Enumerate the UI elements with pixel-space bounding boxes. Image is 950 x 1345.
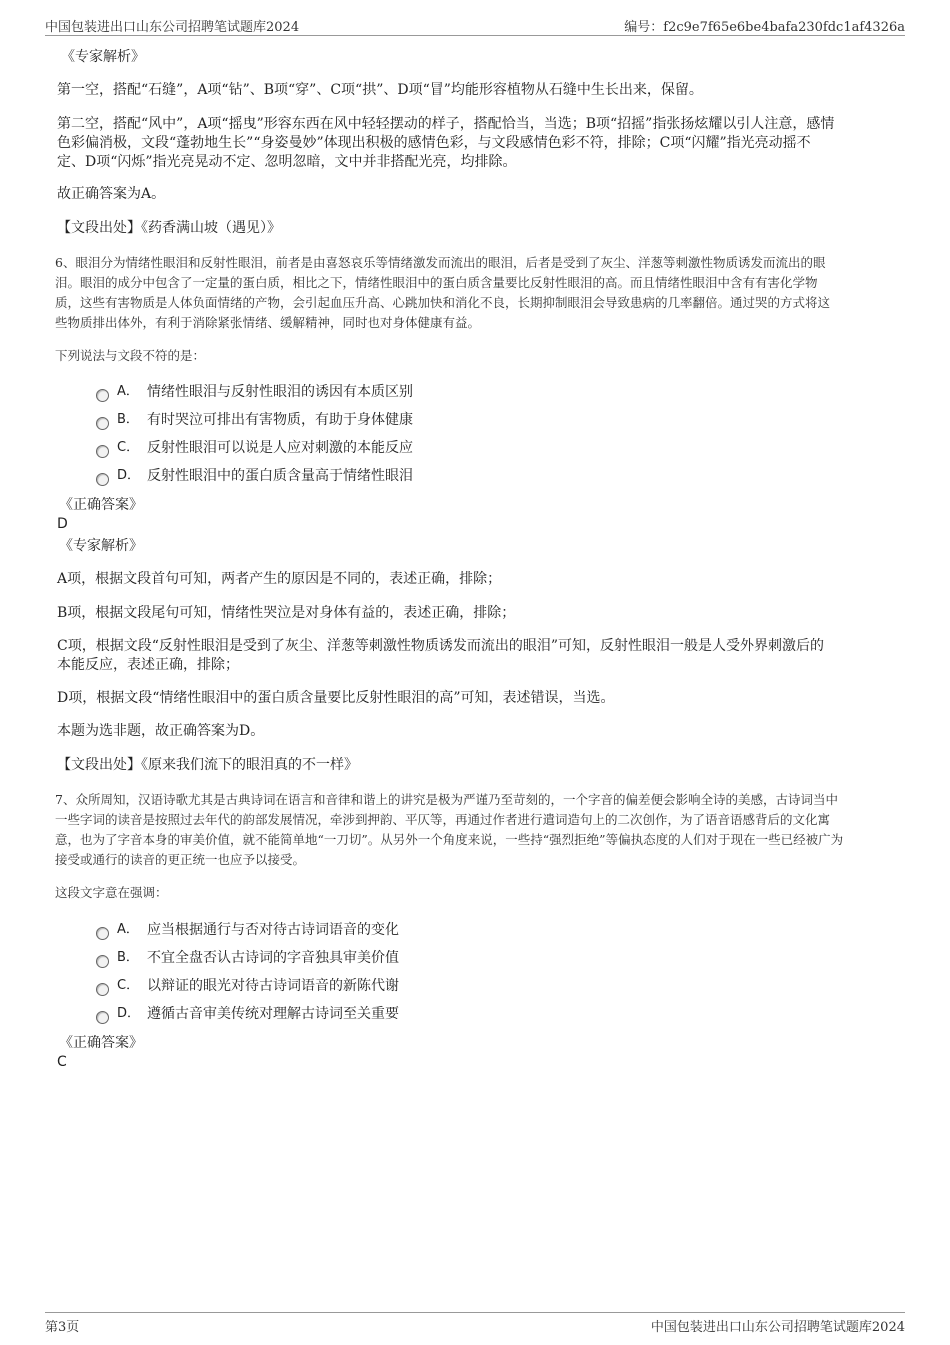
question-passage-line: 一些字词的读音是按照过去年代的韵部发展情况，牵涉到押韵、平仄等，再通过作者进行遣词造句上的二次创作，为了语音语感背后的文化寓 <box>55 812 831 827</box>
option-c[interactable] <box>96 436 876 460</box>
question-passage-line: 6、眼泪分为情绪性眼泪和反射性眼泪，前者是由喜怒哀乐等情绪激发而流出的眼泪，后者是受到了灰尘、洋葱等刺激性物质诱发而流出的眼 <box>55 255 826 270</box>
option-text: 不宜全盘否认古诗词的字音独具审美价值 <box>147 950 399 966</box>
radio-button[interactable] <box>96 1011 109 1024</box>
page-number: 第3页 <box>45 1320 80 1335</box>
question-stem: 这段文字意在强调： <box>55 885 168 900</box>
correct-answer: C <box>57 1054 67 1070</box>
option-letter: C． <box>117 978 140 993</box>
correct-answer-label: 《正确答案》 <box>59 1035 143 1051</box>
option-a[interactable] <box>96 380 876 404</box>
analysis-paragraph: D项，根据文段“情绪性眼泪中的蛋白质含量要比反射性眼泪的高”可知，表述错误，当选。 <box>57 690 615 706</box>
page-header <box>45 14 905 36</box>
option-text: 遵循古音审美传统对理解古诗词至关重要 <box>147 1006 399 1022</box>
option-b[interactable] <box>96 408 876 432</box>
analysis-paragraph-line: 定、D项“闪烁”指光亮晃动不定、忽明忽暗，文中并非搭配光亮，均排除。 <box>57 154 517 170</box>
analysis-paragraph-line: 第二空，搭配“风中”，A项“摇曳”形容东西在风中轻轻摆动的样子，搭配恰当，当选；B项“招摇”指张扬炫耀以引人注意，感情 <box>57 116 835 132</box>
option-c[interactable] <box>96 974 876 998</box>
option-text: 反射性眼泪中的蛋白质含量高于情绪性眼泪 <box>147 468 413 484</box>
option-letter: B． <box>117 950 139 965</box>
analysis-paragraph-line: 本能反应，表述正确，排除； <box>57 657 239 673</box>
analysis-conclusion: 故正确答案为A。 <box>57 186 166 202</box>
option-letter: B． <box>117 412 139 427</box>
option-letter: A． <box>117 384 139 399</box>
question-passage-line: 质，这些有害物质是人体负面情绪的产物，会引起血压升高、心跳加快和消化不良，长期抑制眼泪会导致患病的几率翻倍。通过哭的方式将这 <box>55 295 831 310</box>
radio-button[interactable] <box>96 417 109 430</box>
radio-button[interactable] <box>96 445 109 458</box>
question-passage-line: 些物质排出体外，有利于消除紧张情绪、缓解精神，同时也对身体健康有益。 <box>55 315 481 330</box>
option-letter: C． <box>117 440 140 455</box>
analysis-paragraph: A项，根据文段首句可知，两者产生的原因是不同的，表述正确，排除； <box>57 571 502 587</box>
correct-answer-label: 《正确答案》 <box>59 497 143 513</box>
header-title: 中国包装进出口山东公司招聘笔试题库2024 <box>45 20 300 35</box>
analysis-conclusion: 本题为选非题，故正确答案为D。 <box>57 723 265 739</box>
option-text: 情绪性眼泪与反射性眼泪的诱因有本质区别 <box>147 384 413 400</box>
header-serial: 编号：f2c9e7f65e6be4bafa230fdc1af4326a <box>624 20 905 35</box>
page-footer <box>45 1312 905 1334</box>
radio-button[interactable] <box>96 983 109 996</box>
expert-analysis-label: 《专家解析》 <box>61 49 145 65</box>
radio-button[interactable] <box>96 955 109 968</box>
option-letter: D． <box>117 1006 141 1021</box>
footer-title: 中国包装进出口山东公司招聘笔试题库2024 <box>650 1320 905 1335</box>
radio-button[interactable] <box>96 927 109 940</box>
analysis-paragraph: 第一空，搭配“石缝”，A项“钻”、B项“穿”、C项“拱”、D项“冒”均能形容植物从石缝中生长出来，保留。 <box>57 82 703 98</box>
analysis-paragraph-line: C项，根据文段“反射性眼泪是受到了灰尘、洋葱等刺激性物质诱发而流出的眼泪”可知，反射性眼泪一般是人受外界刺激后的 <box>57 638 825 654</box>
analysis-paragraph: B项，根据文段尾句可知，情绪性哭泣是对身体有益的，表述正确，排除； <box>57 605 516 621</box>
option-d[interactable] <box>96 1002 876 1026</box>
option-letter: A． <box>117 922 139 937</box>
option-text: 应当根据通行与否对待古诗词语音的变化 <box>147 922 399 938</box>
correct-answer: D <box>57 516 68 532</box>
option-text: 反射性眼泪可以说是人应对刺激的本能反应 <box>147 440 413 456</box>
question-passage-line: 意，也为了字音本身的审美价值，就不能简单地“一刀切”。从另外一个角度来说，一些持“强烈拒绝”等偏执态度的人们对于现在一些已经被广为 <box>55 832 844 847</box>
question-passage-line: 接受或通行的读音的更正统一也应予以接受。 <box>55 852 306 867</box>
question-passage-line: 7、众所周知，汉语诗歌尤其是古典诗词在语言和音律和谐上的讲究是极为严谨乃至苛刻的，一个字音的偏差便会影响全诗的美感，古诗词当中 <box>55 792 838 807</box>
option-text: 有时哭泣可排出有害物质，有助于身体健康 <box>147 412 413 428</box>
option-b[interactable] <box>96 946 876 970</box>
question-stem: 下列说法与文段不符的是： <box>55 348 206 363</box>
option-letter: D． <box>117 468 141 483</box>
option-d[interactable] <box>96 464 876 488</box>
passage-source: 【文段出处】《原来我们流下的眼泪真的不一样》 <box>57 757 358 773</box>
question-passage-line: 泪。眼泪的成分中包含了一定量的蛋白质，相比之下，情绪性眼泪中的蛋白质含量要比反射性眼泪的高。而且情绪性眼泪中含有有害化学物 <box>55 275 818 290</box>
radio-button[interactable] <box>96 389 109 402</box>
option-a[interactable] <box>96 918 876 942</box>
option-text: 以辩证的眼光对待古诗词语音的新陈代谢 <box>147 978 399 994</box>
expert-analysis-label: 《专家解析》 <box>59 538 143 554</box>
passage-source: 【文段出处】《药香满山坡（遇见）》 <box>57 220 281 236</box>
analysis-paragraph-line: 色彩偏消极，文段“蓬勃地生长”“身姿曼妙”体现出积极的感情色彩，与文段感情色彩不符，排除；C项“闪耀”指光亮动摇不 <box>57 135 811 151</box>
radio-button[interactable] <box>96 473 109 486</box>
